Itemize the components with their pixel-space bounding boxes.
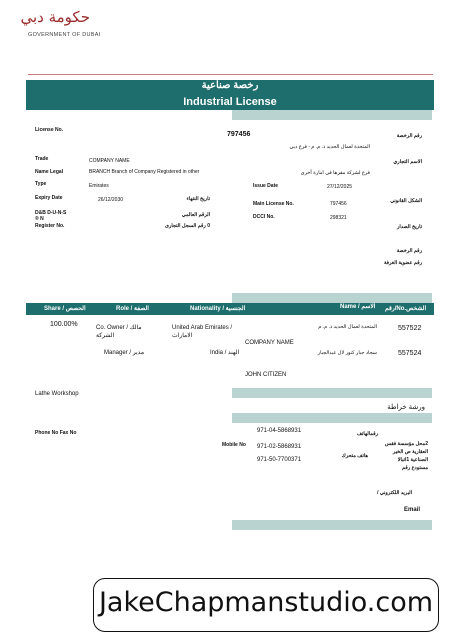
row2-no: 557524 xyxy=(398,350,422,357)
issue-label: Issue Date xyxy=(253,183,279,189)
activity-en: Lathe Workshop xyxy=(35,391,79,397)
expiry-value: 26/12/2030 xyxy=(98,197,124,203)
row1-share: 100.00% xyxy=(50,321,78,328)
row1-nationality: United Arab Emirates / الامارات xyxy=(172,325,233,339)
partners-top-bar xyxy=(232,293,432,303)
dcci-value: 298321 xyxy=(330,215,347,221)
main-license-label-ar: رقم الرخصة xyxy=(396,248,422,254)
legal-value: BRANCH Branch of Company Registered in other xyxy=(89,169,200,175)
activity-ar: ورشة خراطة xyxy=(387,404,425,411)
type-label: Type xyxy=(35,181,47,187)
phone-fax-label: Phone No Fax No xyxy=(35,430,77,436)
activity-bar xyxy=(232,388,432,398)
logo-arabic: حكومة دبي xyxy=(20,8,90,26)
email-label: Email xyxy=(404,507,421,513)
header-rule xyxy=(28,74,433,75)
dcci-label: DCCI No. xyxy=(253,214,275,220)
legal-label: Name Legal xyxy=(35,169,64,175)
fax-value: 971-02-5868931 xyxy=(257,444,302,450)
company-name-ar: المتحدة لعمال الحديد ذ. م. م - فرع دبي xyxy=(289,144,370,150)
row2-nationality: India / الهند xyxy=(210,350,240,356)
main-license-value: 797456 xyxy=(330,201,347,207)
row1-name-ar: المتحدة لعمال الحديد ذ. م. م xyxy=(318,324,377,330)
row2-name-en: JOHN CITIZEN xyxy=(245,372,287,378)
type-value: Emirates xyxy=(89,183,109,189)
license-no-value: 797456 xyxy=(227,131,251,138)
title-english: Industrial License xyxy=(183,96,277,108)
main-license-label: Main License No. xyxy=(253,201,294,207)
col-role: Role / الصفة xyxy=(116,306,149,312)
title-arabic: رخصة صناعية xyxy=(201,80,259,91)
mobile-label-ar: هاتف متحرك xyxy=(341,453,368,459)
trade-name: COMPANY NAME xyxy=(89,158,130,164)
col-nationality: Nationality / الجنسية xyxy=(190,306,246,312)
legal-value-ar: فرع لشركة مقرها في امارة أخرى xyxy=(300,170,370,176)
address-ar: 2محل مؤسسة فقس العقارية ص الخير الصناعية 1اتبالا مستودع رقم xyxy=(384,441,428,471)
phone-value: 971-04-5868931 xyxy=(257,428,302,434)
col-partner-no: رقم/No.الشخص xyxy=(385,306,427,312)
license-no-label-ar: رقم الرخصة xyxy=(396,133,422,139)
col-name: Name / الاسم xyxy=(340,304,376,310)
row1-role: Co. Owner / مالك الشركة xyxy=(96,325,142,339)
mobile-value: 971-50-7700371 xyxy=(257,457,302,463)
register-label: Register No. xyxy=(35,223,65,229)
row2-name-ar: سجاد جبار كنور لال عبدالجبار xyxy=(317,350,377,356)
phone-label-ar: رقمالهاتف xyxy=(356,431,378,437)
row2-role: Manager / مدير xyxy=(104,350,145,356)
row1-no: 557522 xyxy=(398,325,422,332)
issue-value: 27/12/2025 xyxy=(327,184,353,190)
trade-label: Trade xyxy=(35,156,49,162)
trade-label-ar: الاسم التجاري xyxy=(393,159,422,165)
contact-bar xyxy=(232,413,432,423)
watermark-text: JakeChapmanstudio.com xyxy=(98,587,434,618)
license-no-label: License No. xyxy=(35,127,64,133)
expiry-label: Expiry Date xyxy=(35,195,63,201)
duns-label-ar: الرقم العالمي xyxy=(181,212,210,218)
title-sub-bar xyxy=(232,110,432,120)
row1-name-en: COMPANY NAME xyxy=(245,340,294,346)
footer-bar xyxy=(232,520,432,530)
email-label-ar: البريد اللكتروني / xyxy=(377,490,412,496)
duns-label: D&B D-U-N-S ® N xyxy=(35,210,67,222)
mobile-label: Mobile No xyxy=(222,442,246,448)
legal-label-ar: الشكل القانوني xyxy=(390,198,422,204)
register-value-ar: 0 رقم السجل التجارى xyxy=(165,223,210,229)
col-share: Share / الحصص xyxy=(44,306,86,312)
expiry-label-ar: تاريخ النتهاء xyxy=(186,196,210,202)
issue-label-ar: تاريخ الصدار xyxy=(396,224,422,230)
logo-english: GOVERNMENT OF DUBAI xyxy=(28,32,101,38)
dcci-label-ar: رقم عضوية الغرفة xyxy=(383,260,422,266)
